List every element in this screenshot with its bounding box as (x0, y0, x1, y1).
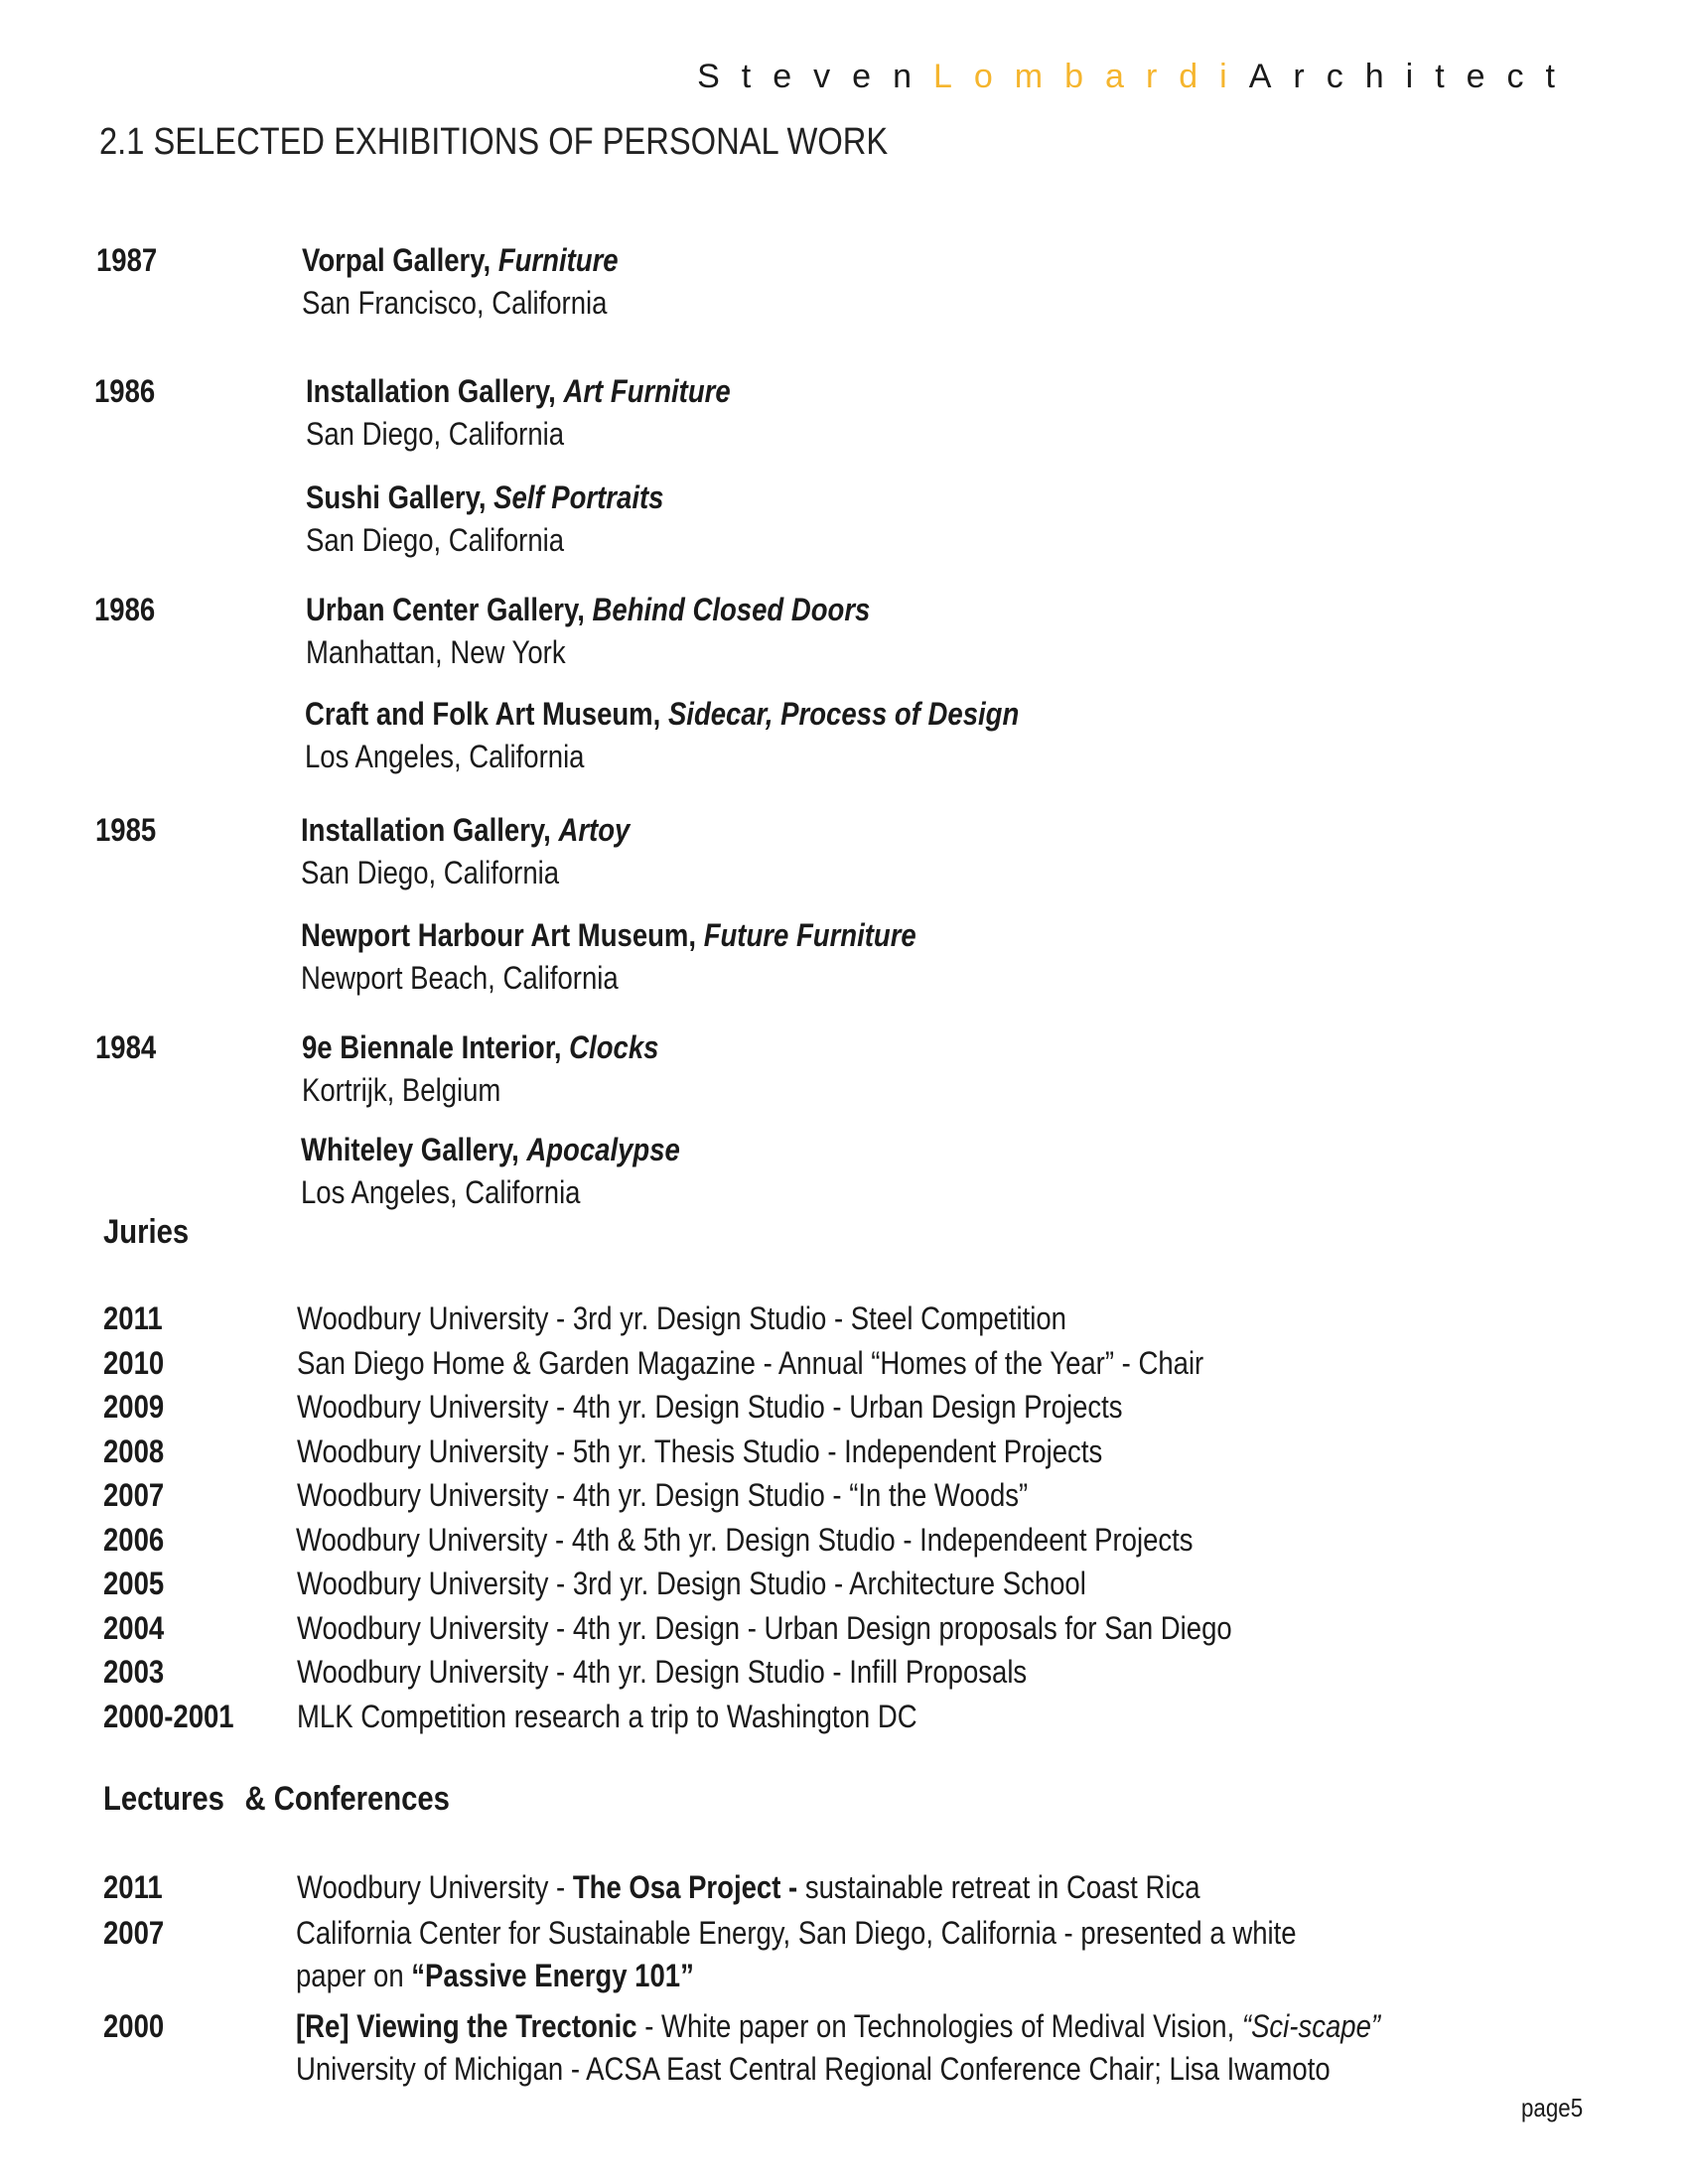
lecture-year: 2000 (103, 2008, 165, 2044)
page-number: page5 (1520, 2093, 1583, 2122)
jury-item: Woodbury University - 4th yr. Design Studio - Urban Design Projects (297, 1389, 1123, 1425)
exhibition-year: 1985 (95, 812, 157, 848)
exhibition-entry: Whiteley Gallery, Apocalypse Los Angeles, California (301, 1132, 680, 1210)
exhibition-year: 1986 (94, 592, 156, 627)
jury-year: 2009 (103, 1389, 165, 1425)
lecture-item: Woodbury University - The Osa Project - sustainable retreat in Coast Rica (297, 1869, 1200, 1905)
jury-item: Woodbury University - 4th yr. Design Studio - “In the Woods” (297, 1477, 1029, 1513)
juries-heading: Juries (103, 1213, 190, 1251)
exhibition-entry: Installation Gallery, Artoy San Diego, California (301, 812, 631, 890)
jury-item: Woodbury University - 4th & 5th yr. Design Studio - Independeent Projects (296, 1522, 1194, 1558)
jury-item: Woodbury University - 3rd yr. Design Studio - Architecture School (297, 1566, 1086, 1601)
exhibition-entry: Urban Center Gallery, Behind Closed Doors Manhattan, New York (306, 592, 871, 670)
lecture-year: 2007 (103, 1915, 165, 1951)
exhibition-entry: Craft and Folk Art Museum, Sidecar, Process of Design Los Angeles, California (305, 696, 1020, 774)
exhibition-entry: 9e Biennale Interior, Clocks Kortrijk, Belgium (302, 1029, 659, 1108)
jury-item: San Diego Home & Garden Magazine - Annual “Homes of the Year” - Chair (297, 1345, 1204, 1381)
jury-item: Woodbury University - 5th yr. Thesis Studio - Independent Projects (297, 1433, 1103, 1469)
exhibition-year: 1987 (96, 242, 158, 278)
lecture-item: [Re] Viewing the Trectonic - White paper on Technologies of Medival Vision, “Sci-scape” University of Michigan - ACSA East Central Regional Conference Chair; Lisa Iwamoto (296, 2008, 1381, 2087)
lecture-item: California Center for Sustainable Energy, San Diego, California - presented a white paper on “Passive Energy 101” (296, 1915, 1297, 1993)
jury-item: Woodbury University - 4th yr. Design Studio - Infill Proposals (297, 1654, 1028, 1690)
exhibition-entry: Newport Harbour Art Museum, Future Furniture Newport Beach, California (301, 917, 916, 996)
jury-year: 2000-2001 (103, 1699, 234, 1734)
jury-year: 2011 (103, 1300, 163, 1336)
page-header (697, 58, 1577, 96)
jury-year: 2006 (103, 1522, 165, 1558)
jury-year: 2004 (103, 1610, 165, 1646)
header-profession: Architect (1248, 58, 1577, 95)
exhibition-entry: Sushi Gallery, Self Portraits San Diego, California (306, 479, 664, 558)
jury-year: 2005 (103, 1566, 165, 1601)
lecture-year: 2011 (103, 1869, 163, 1905)
jury-year: 2008 (103, 1433, 165, 1469)
jury-year: 2010 (103, 1345, 165, 1381)
exhibition-year: 1986 (94, 373, 156, 409)
exhibition-entry: Installation Gallery, Art Furniture San Diego, California (306, 373, 731, 452)
exhibition-entry: Vorpal Gallery, Furniture San Francisco, California (302, 242, 619, 321)
lectures-heading: Lectures & Conferences (103, 1780, 450, 1818)
jury-year: 2003 (103, 1654, 165, 1690)
jury-item: Woodbury University - 3rd yr. Design Studio - Steel Competition (297, 1300, 1066, 1336)
header-first-name: Steven (697, 58, 933, 95)
jury-item: MLK Competition research a trip to Washington DC (297, 1699, 917, 1734)
exhibition-year: 1984 (95, 1029, 157, 1065)
page-title: 2.1 SELECTED EXHIBITIONS OF PERSONAL WORK (99, 121, 889, 163)
jury-item: Woodbury University - 4th yr. Design - Urban Design proposals for San Diego (297, 1610, 1232, 1646)
jury-year: 2007 (103, 1477, 165, 1513)
header-last-name: Lombardi (932, 58, 1249, 95)
